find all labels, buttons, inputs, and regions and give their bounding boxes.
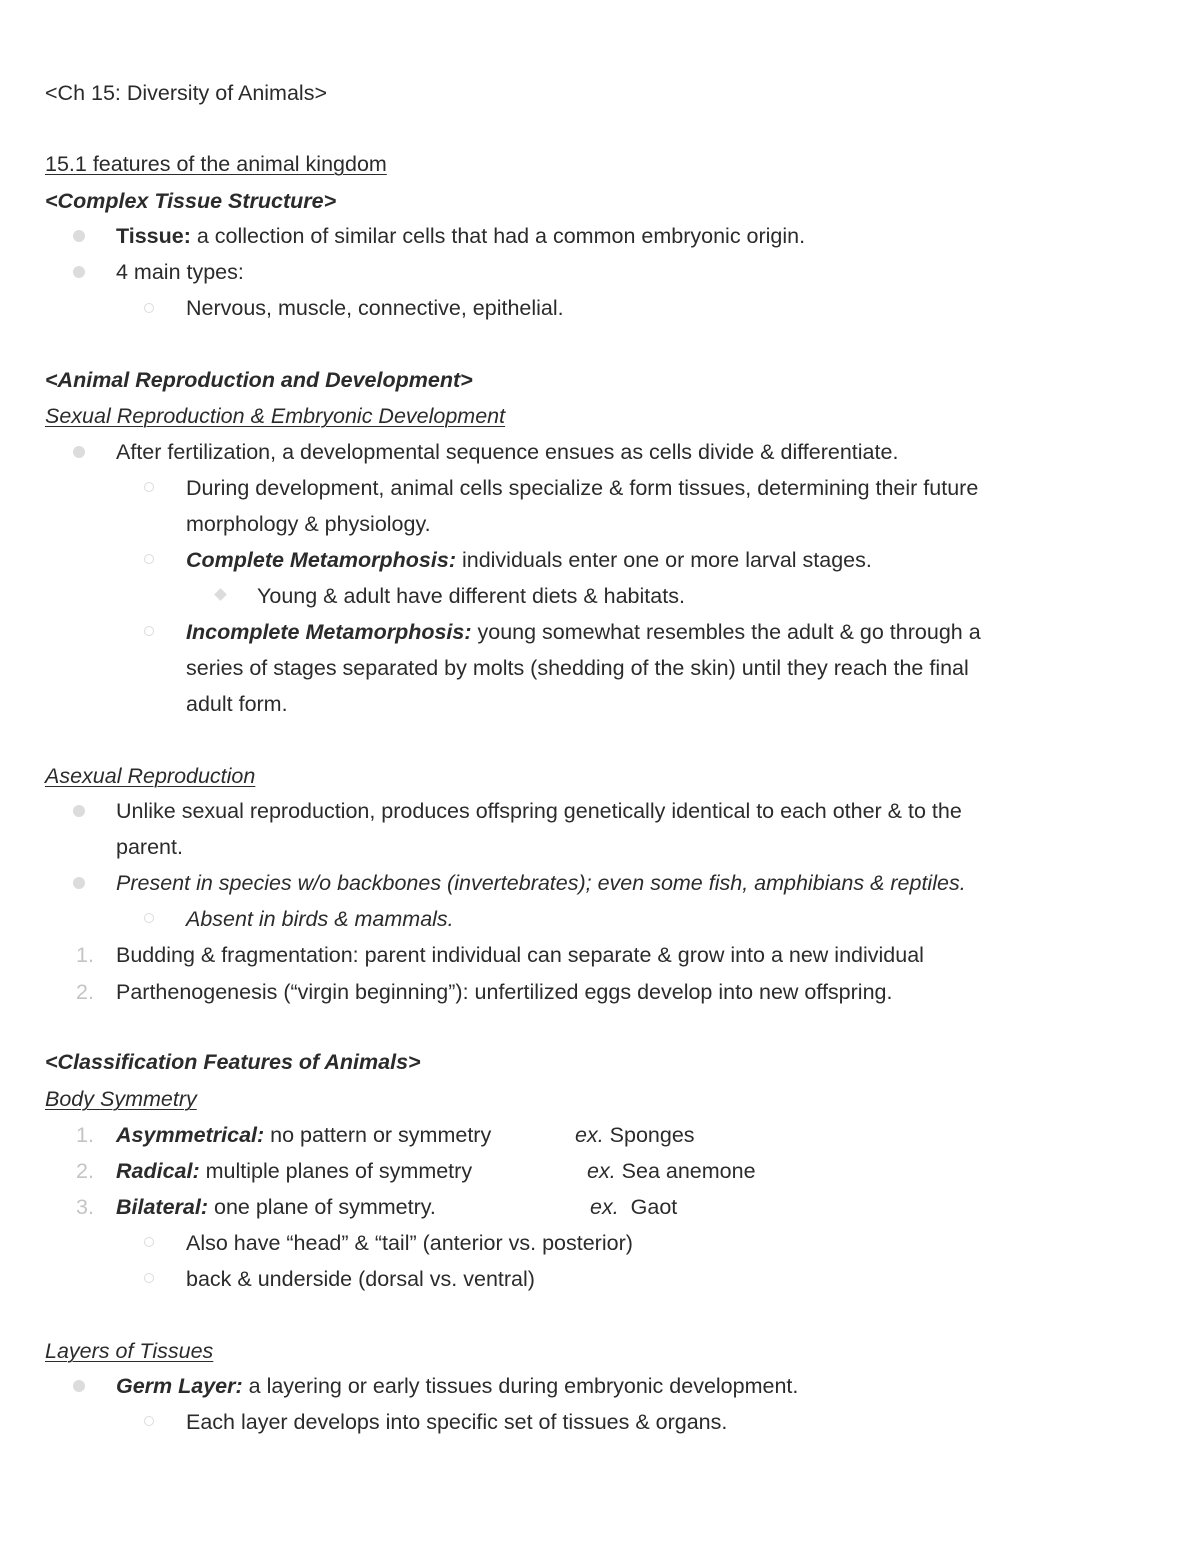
asymmetrical-example (575, 1122, 695, 1148)
sub-bullet-icon (144, 303, 154, 313)
example-label: ex. (590, 1195, 619, 1219)
bullet-icon (73, 266, 85, 278)
unlike-sexual-line-1: Unlike sexual reproduction, produces offspring genetically identical to each other & to the (116, 799, 962, 823)
list-number: 3. (76, 1195, 94, 1219)
radical-line (116, 1158, 472, 1184)
asexual-reproduction-heading: Asexual Reproduction (45, 764, 256, 788)
example-value: Sea anemone (615, 1159, 756, 1183)
chapter-title: <Ch 15: Diversity of Animals> (45, 81, 328, 105)
incomplete-metamorphosis-line-3: adult form. (186, 692, 288, 716)
main-types-line: 4 main types: (116, 260, 244, 284)
list-number: 2. (76, 1159, 94, 1183)
types-list-line: Nervous, muscle, connective, epithelial. (186, 296, 564, 320)
radical-term: Radical: (116, 1159, 200, 1183)
incomplete-metamorphosis-definition: young somewhat resembles the adult & go through a (471, 620, 981, 644)
bilateral-example (590, 1194, 677, 1220)
list-number: 1. (76, 1123, 94, 1147)
bullet-icon (73, 877, 85, 889)
absent-line: Absent in birds & mammals. (186, 907, 454, 931)
example-label: ex. (575, 1123, 604, 1147)
diamond-bullet-icon (214, 588, 227, 601)
germ-layer-term: Germ Layer: (116, 1374, 243, 1398)
head-tail-line: Also have “head” & “tail” (anterior vs. posterior) (186, 1231, 633, 1255)
list-number: 1. (76, 943, 94, 967)
parthenogenesis-line: Parthenogenesis (“virgin beginning”): unfertilized eggs develop into new offspring. (116, 980, 893, 1004)
example-label: ex. (587, 1159, 616, 1183)
germ-layer-line (116, 1373, 798, 1399)
bilateral-term: Bilateral: (116, 1195, 209, 1219)
back-underside-line: back & underside (dorsal vs. ventral) (186, 1267, 535, 1291)
asymmetrical-term: Asymmetrical: (116, 1123, 265, 1147)
sexual-reproduction-heading: Sexual Reproduction & Embryonic Development (45, 404, 506, 428)
list-number: 2. (76, 980, 94, 1004)
young-adult-line: Young & adult have different diets & habitats. (257, 584, 685, 608)
layers-of-tissues-heading: Layers of Tissues (45, 1339, 214, 1363)
budding-line: Budding & fragmentation: parent individual can separate & grow into a new individual (116, 943, 924, 967)
bullet-icon (73, 230, 85, 242)
bullet-icon (73, 1380, 85, 1392)
during-development-line-1: During development, animal cells specialize & form tissues, determining their future (186, 476, 979, 500)
bilateral-definition: one plane of symmetry. (208, 1195, 436, 1219)
sub-bullet-icon (144, 913, 154, 923)
germ-layer-definition: a layering or early tissues during embryonic development. (242, 1374, 799, 1398)
after-fertilization-line: After fertilization, a developmental sequence ensues as cells divide & differentiate. (116, 440, 899, 464)
section-title: 15.1 features of the animal kingdom (45, 152, 387, 176)
sub-bullet-icon (144, 1273, 154, 1283)
complete-metamorphosis-term: Complete Metamorphosis: (186, 548, 456, 572)
example-value: Gaot (618, 1195, 678, 1219)
asymmetrical-definition: no pattern or symmetry (264, 1123, 492, 1147)
body-symmetry-heading: Body Symmetry (45, 1087, 197, 1111)
sub-bullet-icon (144, 1237, 154, 1247)
sub-bullet-icon (144, 482, 154, 492)
bilateral-line (116, 1194, 436, 1220)
asymmetrical-line (116, 1122, 491, 1148)
tissue-line (116, 223, 805, 249)
bullet-icon (73, 446, 85, 458)
incomplete-metamorphosis-line-2: series of stages separated by molts (shedding of the skin) until they reach the final (186, 656, 969, 680)
reproduction-heading: <Animal Reproduction and Development> (45, 368, 473, 392)
sub-bullet-icon (144, 554, 154, 564)
tissue-definition: a collection of similar cells that had a common embryonic origin. (190, 224, 806, 248)
during-development-line-2: morphology & physiology. (186, 512, 431, 536)
incomplete-metamorphosis-term: Incomplete Metamorphosis: (186, 620, 472, 644)
each-layer-line: Each layer develops into specific set of tissues & organs. (186, 1410, 728, 1434)
complete-metamorphosis-line (186, 547, 872, 573)
bullet-icon (73, 805, 85, 817)
classification-heading: <Classification Features of Animals> (45, 1050, 421, 1074)
complex-tissue-heading: <Complex Tissue Structure> (45, 189, 337, 213)
unlike-sexual-line-2: parent. (116, 835, 183, 859)
complete-metamorphosis-definition: individuals enter one or more larval stages. (455, 548, 872, 572)
radical-example (587, 1158, 756, 1184)
present-in-species-line: Present in species w/o backbones (invertebrates); even some fish, amphibians & reptiles. (116, 871, 966, 895)
tissue-term: Tissue: (116, 224, 191, 248)
radical-definition: multiple planes of symmetry (199, 1159, 473, 1183)
sub-bullet-icon (144, 626, 154, 636)
sub-bullet-icon (144, 1416, 154, 1426)
incomplete-metamorphosis-line-1 (186, 619, 981, 645)
example-value: Sponges (603, 1123, 695, 1147)
